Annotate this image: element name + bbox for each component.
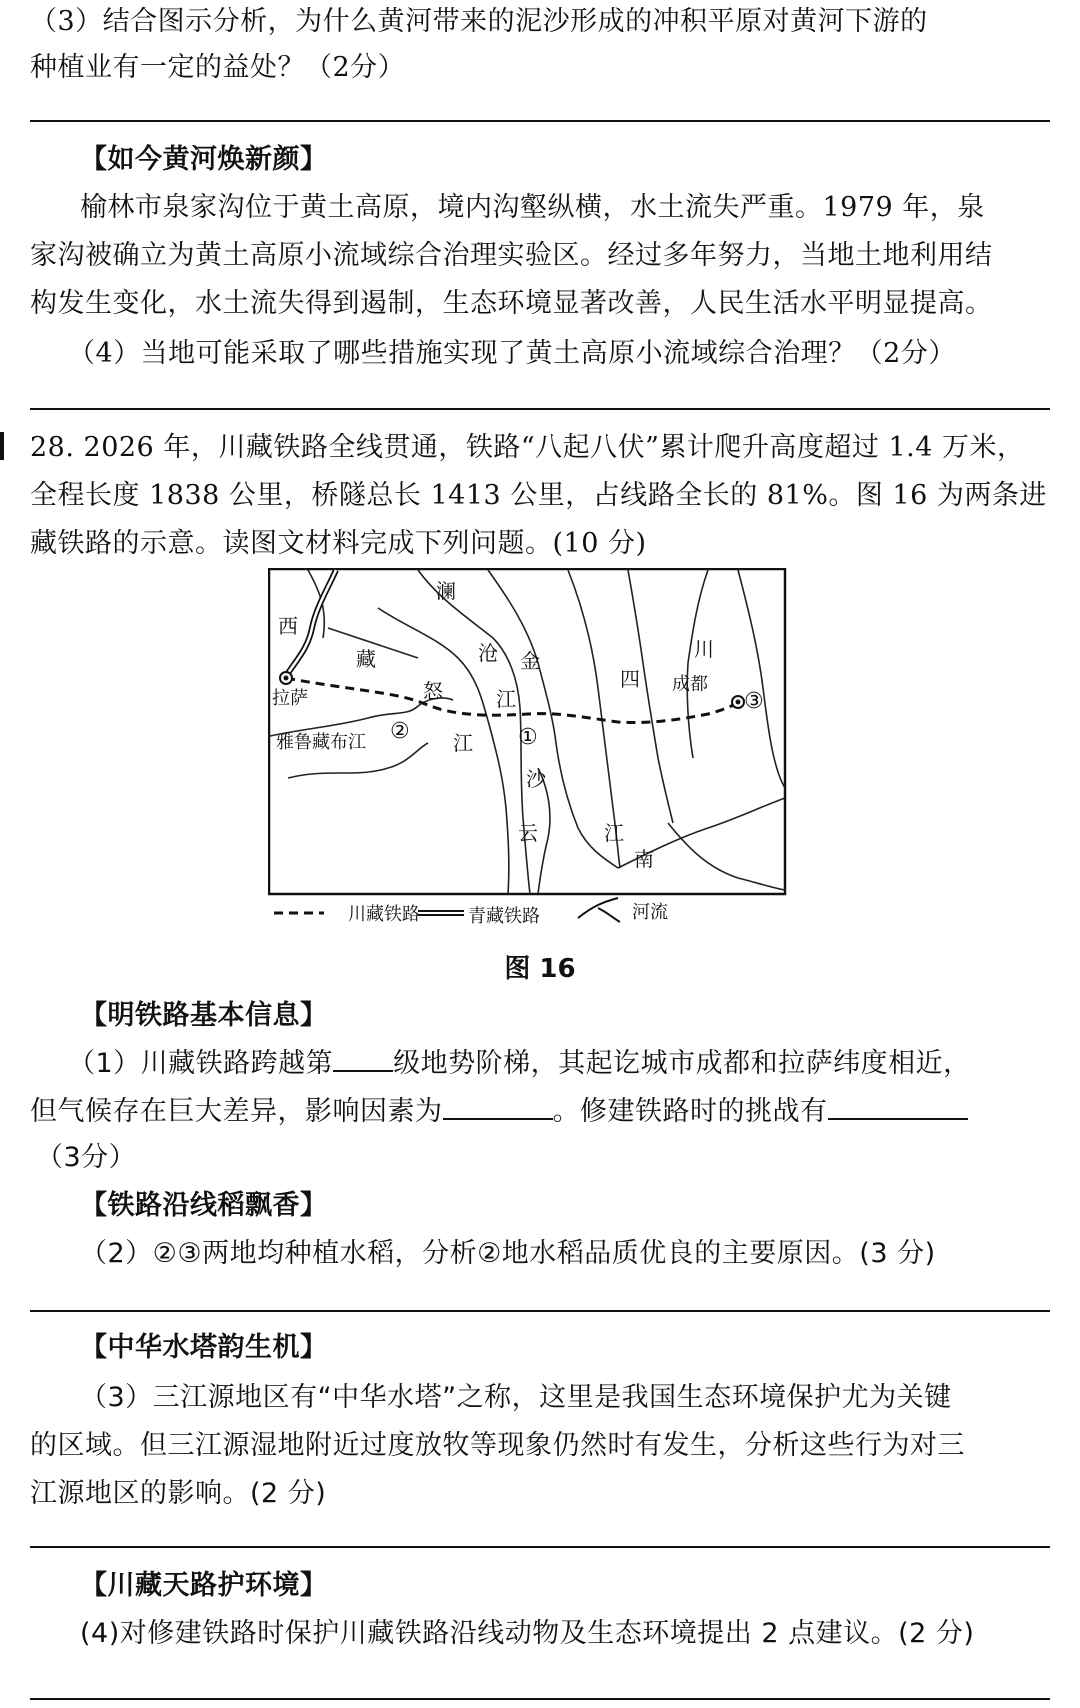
section-heading-yellow-river: 【如今黄河焕新颜】 (80, 144, 328, 175)
legend-river: 河流 (632, 902, 668, 923)
question-28-line-3: 藏铁路的示意。读图文材料完成下列问题。(10 分) (30, 528, 647, 559)
label-nu-jiang: 江 (453, 731, 473, 755)
section-heading-railway-info: 【明铁路基本信息】 (80, 1000, 328, 1031)
label-marker-2: ② (390, 719, 410, 744)
answer-line[interactable] (30, 120, 1050, 122)
question-1-line-2: 但气候存在巨大差异，影响因素为 。修建铁路时的挑战有 (30, 1092, 1050, 1132)
question-3b-line-3: 江源地区的影响。(2 分) (30, 1478, 327, 1509)
label-yun: 云 (518, 821, 538, 845)
label-yarlung: 雅鲁藏布江 (276, 732, 366, 753)
fill-blank-factor[interactable] (443, 1092, 553, 1120)
map-legend (274, 898, 668, 927)
question-3-line-2: 种植业有一定的益处？（2分） (30, 52, 406, 83)
answer-line[interactable] (30, 1310, 1050, 1312)
answer-line[interactable] (30, 1546, 1050, 1548)
paragraph-line: 构发生变化，水土流失得到遏制，生态环境显著改善，人民生活水平明显提高。 (30, 288, 993, 319)
question-3-line-1: （3）结合图示分析，为什么黄河带来的泥沙形成的冲积平原对黄河下游的 (30, 6, 928, 37)
question-28-line-2: 全程长度 1838 公里，桥隧总长 1413 公里，占线路全长的 81%。图 16 为两条进 (30, 480, 1047, 511)
section-heading-rice: 【铁路沿线稻飘香】 (80, 1190, 328, 1221)
answer-line[interactable] (30, 1698, 1050, 1700)
fill-blank-challenges[interactable] (828, 1092, 968, 1120)
question-3b-line-2: 的区域。但三江源湿地附近过度放牧等现象仍然时有发生，分析这些行为对三 (30, 1430, 965, 1461)
legend-qingzang: 青藏铁路 (468, 906, 540, 927)
section-heading-environment: 【川藏天路护环境】 (80, 1570, 328, 1601)
label-nan: 南 (634, 847, 654, 871)
answer-line[interactable] (30, 408, 1050, 410)
label-jiang-low: 江 (604, 821, 624, 845)
label-nu: 怒 (423, 679, 443, 703)
figure-caption: 图 16 (504, 954, 576, 984)
label-xi: 西 (278, 614, 298, 638)
margin-mark (0, 432, 4, 460)
label-cang: 沧 (478, 641, 498, 665)
label-marker-3: ③ (744, 689, 764, 714)
question-28-line-1: 28. 2026 年，川藏铁路全线贯通，铁路“八起八伏”累计爬升高度超过 1.4 万米， (30, 432, 1025, 463)
railway-map (268, 568, 788, 928)
label-lasa: 拉萨 (272, 688, 308, 709)
question-3b-line-1: （3）三江源地区有“中华水塔”之称，这里是我国生态环境保护尤为关键 (80, 1382, 952, 1413)
label-chuan: 川 (694, 637, 714, 661)
label-jin: 金 (520, 649, 540, 673)
label-marker-1: ① (518, 725, 538, 750)
label-lan: 澜 (436, 579, 456, 603)
label-jiang-mid: 江 (496, 687, 516, 711)
label-chengdu: 成都 (672, 674, 708, 695)
label-si: 四 (620, 667, 640, 691)
city-lasa-marker (280, 672, 292, 684)
question-4b: (4)对修建铁路时保护川藏铁路沿线动物及生态环境提出 2 点建议。(2 分) (80, 1618, 975, 1649)
question-1-line-1: （1）川藏铁路跨越第 级地势阶梯，其起讫城市成都和拉萨纬度相近， (68, 1044, 1080, 1084)
question-4: （4）当地可能采取了哪些措施实现了黄土高原小流域综合治理？（2分） (68, 338, 956, 369)
question-1-score: （3分） (36, 1142, 137, 1173)
paragraph-line: 家沟被确立为黄土高原小流域综合治理实验区。经过多年努力，当地土地利用结 (30, 240, 993, 271)
question-2: （2）②③两地均种植水稻，分析②地水稻品质优良的主要原因。(3 分) (80, 1238, 936, 1269)
fill-blank-steps[interactable] (333, 1044, 393, 1072)
section-heading-water-tower: 【中华水塔韵生机】 (80, 1332, 328, 1363)
label-zang: 藏 (356, 647, 376, 671)
paragraph-line: 榆林市泉家沟位于黄土高原，境内沟壑纵横，水土流失严重。1979 年，泉 (80, 192, 985, 223)
legend-chuanzang: 川藏铁路 (348, 904, 420, 925)
city-chengdu-marker (732, 696, 744, 708)
label-sha: 沙 (526, 767, 546, 791)
